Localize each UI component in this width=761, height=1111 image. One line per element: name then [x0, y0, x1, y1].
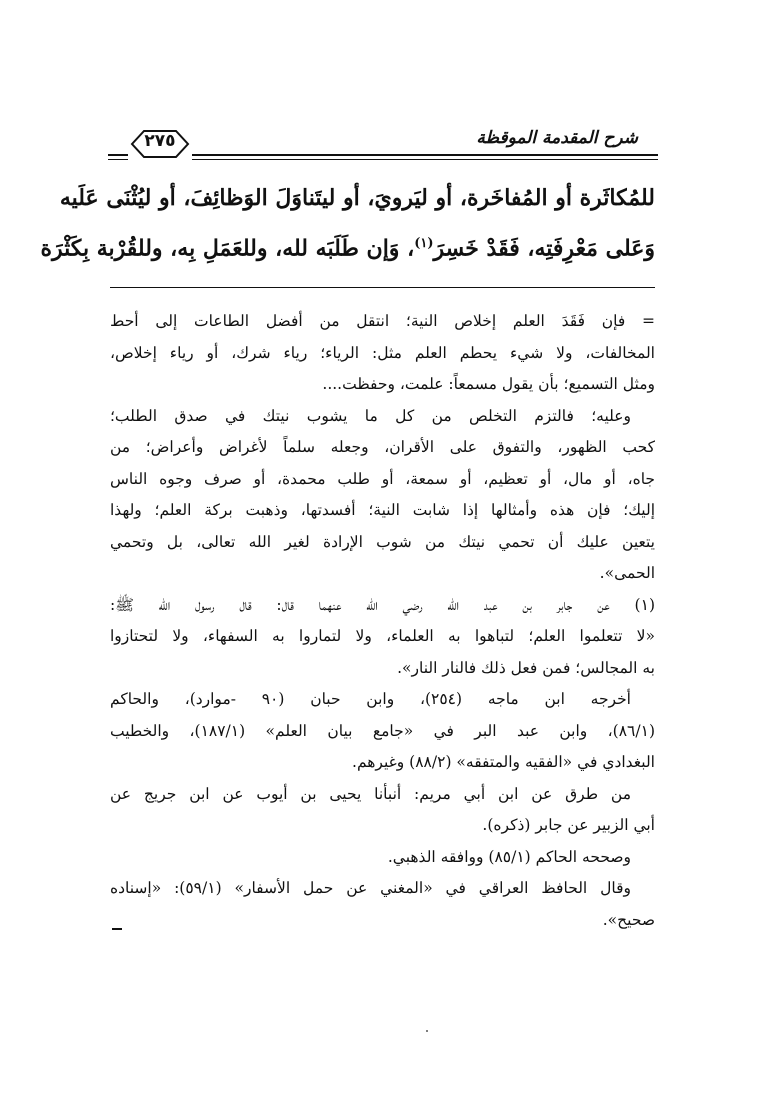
page-header [108, 118, 658, 166]
footnote-separator [110, 287, 655, 288]
main-text [40, 175, 655, 271]
page-number-badge [128, 128, 192, 160]
page-number: ٢٧٥ [144, 131, 176, 151]
main-line: للمُكاثَرة أو المُفاخَرة، أو ليَرويَ، أو ليتَناوَلَ الوَظائِفَ، أو ليُثْنَى عَلَيه [59, 185, 655, 211]
footnote-line: وقال الحافظ العراقي في «المغني عن حمل الأسفار» (٥٩/١): «إسناده [110, 879, 631, 897]
footnote-line: الحمى». [599, 564, 655, 582]
footnote-line: المخالفات، ولا شيء يحطم العلم مثل: الرياء؛ رياء شرك، أو رياء إخلاص، [110, 343, 655, 362]
continuation-dash [112, 928, 122, 930]
footnote-line: صحيح». [602, 910, 655, 929]
scan-dot [426, 1030, 428, 1032]
footnote-line: به المجالس؛ فمن فعل ذلك فالنار النار». [397, 658, 655, 677]
footnote-line: (٨٦/١)، وابن عبد البر في «جامع بيان العلم» (١٨٧/١)، والخطيب [110, 721, 655, 740]
footnote-line: «لا تتعلموا العلم؛ لتباهوا به العلماء، ولا لتماروا به السفهاء، ولا لتحتازوا [110, 627, 655, 645]
footnote-marker: (١) [414, 236, 434, 251]
footnotes [110, 306, 655, 936]
footnote-line: يتعين عليك أن تحمي نيتك من شوب الإرادة لغير الله تعالى، بل وتحمي [110, 532, 655, 551]
footnote-line: من طرق عن ابن أبي مريم: أنبأنا يحيى بن أيوب عن ابن جريج عن [110, 784, 631, 803]
footnote-line: = فإن فَقَدَ العلم إخلاص النية؛ انتقل من أفضل الطاعات إلى أحط [110, 312, 655, 330]
footnote-line: إليك؛ فإن هذه وأمثالها إذا شابت النية؛ أفسدتها، وذهبت بركة العلم؛ ولهذا [110, 501, 655, 519]
footnote-line: ومثل التسميع؛ بأن يقول مسمعاً: علمت، وحفظت.... [322, 375, 655, 393]
main-line [40, 221, 655, 271]
footnote-line: وعليه؛ فالتزم التخلص من كل ما يشوب نيتك في صدق الطلب؛ [110, 406, 631, 425]
main-line-part: ، وَإن طَلَبَه لله، وللعَمَلِ بِه، وللقُرْبة بِكَثْرَة [40, 235, 415, 262]
running-title: شرح المقدمة الموقظة [470, 128, 644, 148]
footnote-line: (١) عن جابر بن عبد الله رضي الله عنهما قال: قال رسول الله ﷺ: [110, 595, 655, 614]
footnote-line: أبي الزبير عن جابر (ذكره). [482, 816, 655, 834]
footnote-line: جاه، أو مال، أو تعظيم، أو سمعة، أو طلب محمدة، أو صرف وجوه الناس [110, 469, 655, 488]
footnote-line: البغدادي في «الفقيه والمتفقه» (٨٨/٢) وغيرهم. [352, 753, 655, 771]
footnote-line: وصححه الحاكم (٨٥/١) ووافقه الذهبي. [387, 847, 631, 866]
footnote-line: أخرجه ابن ماجه (٢٥٤)، وابن حبان (٩٠ -موارد)، والحاكم [110, 690, 631, 708]
footnote-line: كحب الظهور، والتفوق على الأقران، وجعله سلماً لأغراض وأعراض؛ من [110, 438, 655, 456]
main-line-part: وَعَلى مَعْرِفَتِه، فَقَدْ خَسِرَ [433, 235, 655, 262]
